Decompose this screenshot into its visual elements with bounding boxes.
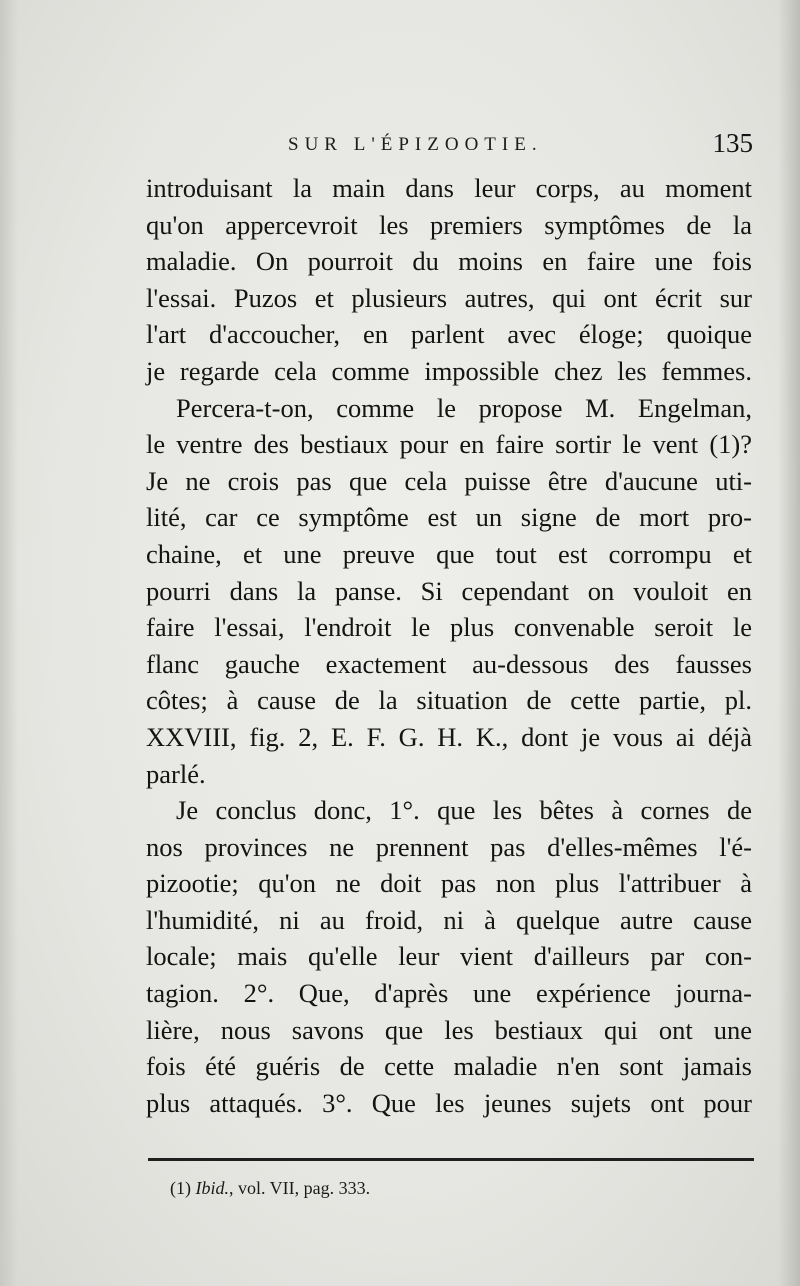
footnote-marker: (1)	[170, 1178, 191, 1198]
text-line: l'humidité, ni au froid, ni à quelque autre cause	[146, 904, 752, 935]
text-line: lière, nous savons que les bestiaux qui ont une	[146, 1014, 752, 1045]
text-line: côtes; à cause de la situation de cette partie, pl.	[146, 685, 752, 716]
text-line: tagion. 2°. Que, d'après une expérience journa-	[146, 978, 752, 1009]
text-line: le ventre des bestiaux pour en faire sortir le vent (1)?	[146, 429, 752, 460]
footnote	[170, 1178, 370, 1199]
text-line: faire l'essai, l'endroit le plus convenable seroit le	[146, 612, 752, 643]
text-line: l'art d'accoucher, en parlent avec éloge; quoique	[146, 319, 752, 350]
text-line: Percera-t-on, comme le propose M. Engelman,	[176, 392, 752, 423]
page-edge-shadow-left	[0, 0, 18, 1286]
footnote-ibid: Ibid.	[195, 1178, 229, 1198]
text-line: qu'on appercevroit les premiers symptômes de la	[146, 209, 752, 240]
text-line: plus attaqués. 3°. Que les jeunes sujets ont pour	[146, 1087, 752, 1118]
body-text	[146, 170, 752, 1121]
running-title: SUR L'ÉPIZOOTIE.	[288, 134, 543, 155]
page-number: 135	[712, 128, 753, 158]
text-line: flanc gauche exactement au-dessous des fausses	[146, 648, 752, 679]
text-line: l'essai. Puzos et plusieurs autres, qui ont écrit sur	[146, 282, 752, 313]
text-line: introduisant la main dans leur corps, au moment	[146, 173, 752, 203]
page-edge-shadow-right	[778, 0, 800, 1286]
page-header	[148, 128, 753, 168]
text-line: chaine, et une preuve que tout est corrompu et	[146, 538, 752, 569]
text-line: XXVIII, fig. 2, E. F. G. H. K., dont je vous ai déjà	[146, 721, 752, 752]
text-line: maladie. On pourroit du moins en faire une fois	[146, 246, 752, 277]
text-line: pourri dans la panse. Si cependant on vouloit en	[146, 575, 752, 606]
text-line: lité, car ce symptôme est un signe de mort pro-	[146, 502, 752, 533]
text-line: Je conclus donc, 1°. que les bêtes à cornes de	[176, 795, 752, 826]
text-line: parlé.	[146, 758, 206, 789]
footnote-reference: , vol. VII, pag. 333.	[229, 1178, 371, 1198]
text-line: fois été guéris de cette maladie n'en sont jamais	[146, 1051, 752, 1082]
text-line: Je ne crois pas que cela puisse être d'aucune uti-	[146, 465, 752, 496]
footnote-rule	[148, 1158, 754, 1161]
text-line: je regarde cela comme impossible chez les femmes.	[146, 355, 752, 386]
text-line: pizootie; qu'on ne doit pas non plus l'attribuer à	[146, 868, 752, 899]
text-line: nos provinces ne prennent pas d'elles-mêmes l'é-	[146, 831, 752, 862]
text-line: locale; mais qu'elle leur vient d'ailleurs par con-	[146, 941, 752, 972]
